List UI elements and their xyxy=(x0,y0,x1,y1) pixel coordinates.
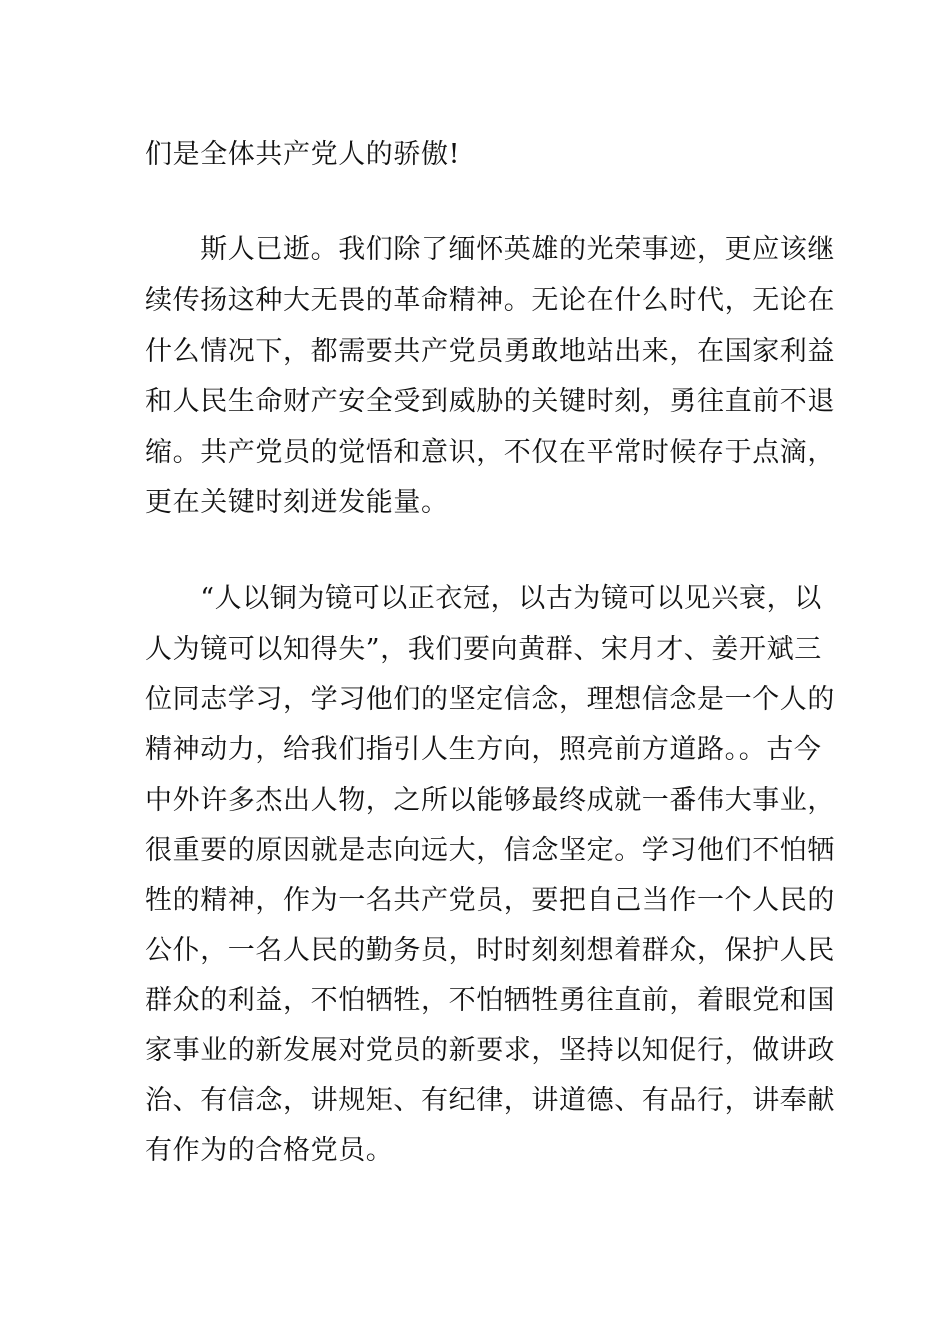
paragraph-3-line-4: 精神动力，给我们指引人生方向，照亮前方道路。。古今 xyxy=(145,734,822,765)
paragraph-3-line-7: 牲的精神，作为一名共产党员，要把自己当作一个人民的 xyxy=(145,885,835,916)
paragraph-3-line-12: 有作为的合格党员。 xyxy=(145,1135,394,1166)
paragraph-1-line-1: 们是全体共产党人的骄傲! xyxy=(145,139,461,170)
paragraph-2-line-5: 缩。共产党员的觉悟和意识，不仅在平常时候存于点滴， xyxy=(145,437,835,468)
paragraph-3-line-11: 治、有信念，讲规矩、有纪律，讲道德、有品行，讲奉献 xyxy=(145,1085,835,1116)
paragraph-2-line-2: 续传扬这种大无畏的革命精神。无论在什么时代，无论在 xyxy=(145,285,835,316)
paragraph-3-line-6: 很重要的原因就是志向远大，信念坚定。学习他们不怕牺 xyxy=(145,835,835,866)
paragraph-3-line-10: 家事业的新发展对党员的新要求，坚持以知促行，做讲政 xyxy=(145,1035,835,1066)
paragraph-2-line-3: 什么情况下，都需要共产党员勇敢地站出来，在国家利益 xyxy=(145,336,835,367)
paragraph-2-line-6: 更在关键时刻迸发能量。 xyxy=(145,487,449,518)
paragraph-2-line-1: 斯人已逝。我们除了缅怀英雄的光荣事迹，更应该继 xyxy=(145,234,835,265)
paragraph-3-line-3: 位同志学习，学习他们的坚定信念，理想信念是一个人的 xyxy=(145,684,835,715)
paragraph-3-line-8: 公仆，一名人民的勤务员，时时刻刻想着群众，保护人民 xyxy=(145,935,835,966)
paragraph-3-line-1: “人以铜为镜可以正衣冠，以古为镜可以见兴衰，以 xyxy=(145,583,822,614)
paragraph-3-line-2: 人为镜可以知得失”，我们要向黄群、宋月才、姜开斌三 xyxy=(145,634,822,665)
paragraph-3-line-9: 群众的利益，不怕牺牲，不怕牺牲勇往直前，着眼党和国 xyxy=(145,985,835,1016)
paragraph-2-line-4: 和人民生命财产安全受到威胁的关键时刻，勇往直前不退 xyxy=(145,386,835,417)
paragraph-3-line-5: 中外许多杰出人物，之所以能够最终成就一番伟大事业， xyxy=(145,785,835,816)
